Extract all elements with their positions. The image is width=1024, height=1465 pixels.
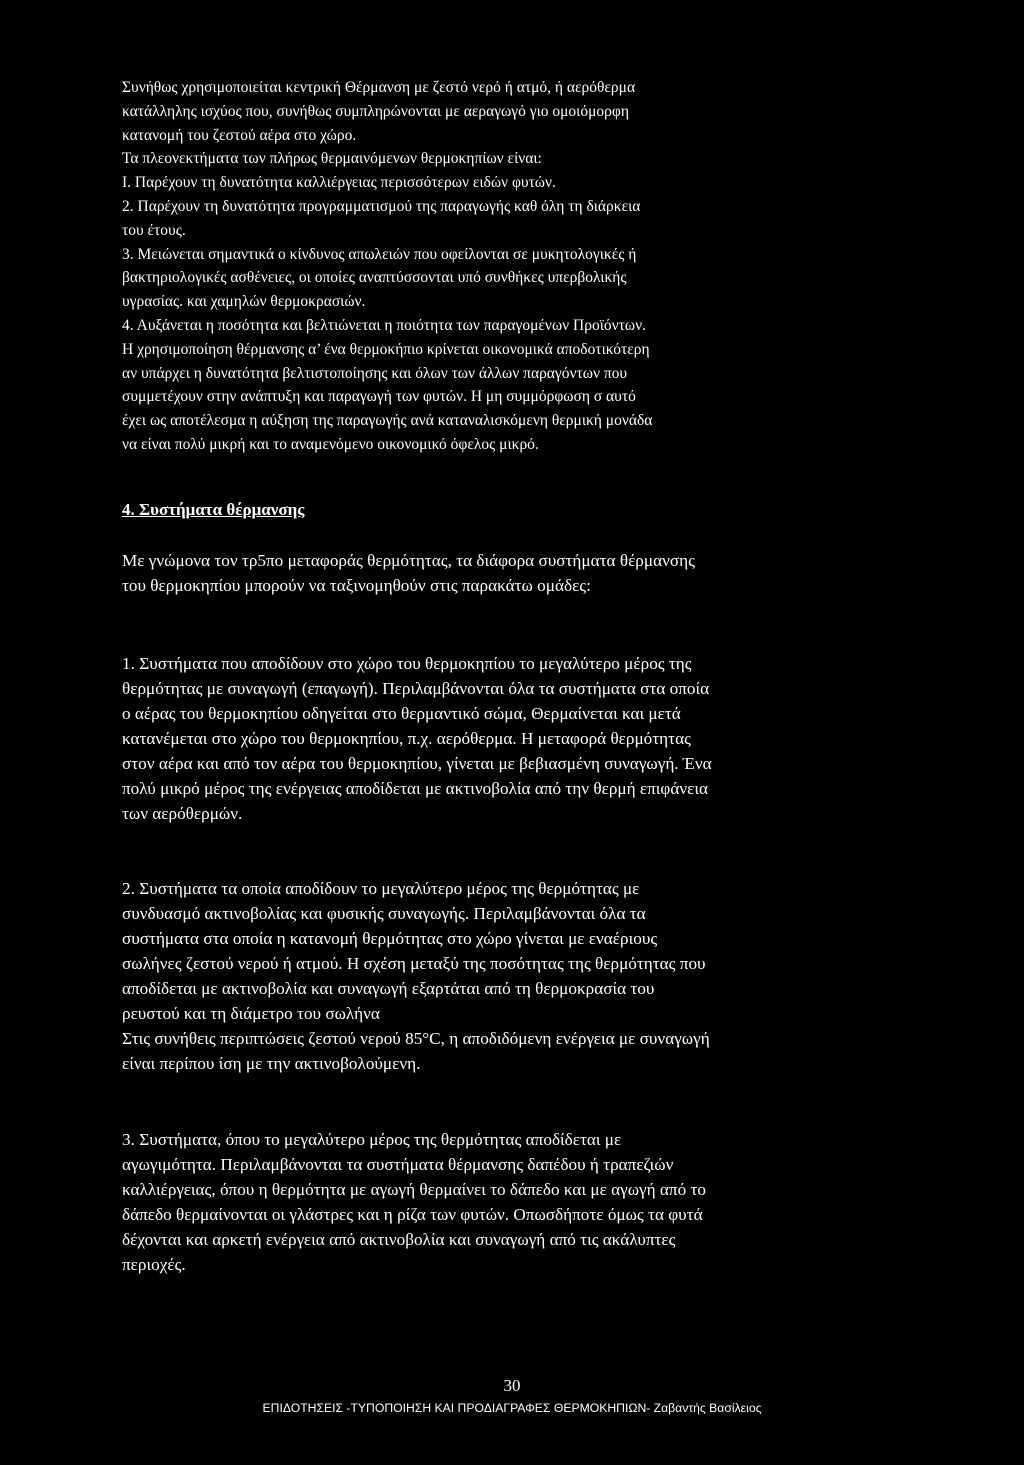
list-item: 2. Παρέχουν τη δυνατότητα προγραμματισμού της παραγωγής καθ όλη τη διάρκεια	[122, 197, 641, 215]
text-line: του έτους.	[122, 221, 186, 239]
text-line: ο αέρας του θερμοκηπίου οδηγείται στο θερμαντικό σώμα, Θερμαίνεται και μετά	[122, 704, 681, 723]
text-line: έχει ως αποτέλεσμα η αύξηση της παραγωγής ανά καταναλισκόμενη θερμική μονάδα	[122, 412, 653, 430]
text-line: Στις συνήθεις περιπτώσεις ζεστού νερού 85°C, η αποδιδόμενη ενέργεια με συναγωγή	[122, 1029, 710, 1048]
text-line: είναι περίπου ίση με την ακτινοβολούμενη.	[122, 1054, 421, 1073]
text-line: Με γνώμονα τον τρ5πο μεταφοράς θερμότητας, τα διάφορα συστήματα θέρμανσης	[122, 551, 695, 570]
list-item: 4. Αυξάνεται η ποσότητα και βελτιώνεται η ποιότητα των παραγομένων Προϊόντων.	[122, 316, 646, 334]
text-line: Συνήθως χρησιμοποιείται κεντρική Θέρμανση με ζεστό νερό ή ατμό, ή αερόθερμα	[122, 79, 636, 96]
text-line: πολύ μικρό μέρος της ενέργειας αποδίδεται με ακτινοβολία από την θερμή επιφάνεια	[122, 779, 708, 798]
text-line: βακτηριολογικές ασθένειες, οι οποίες αναπτύσσονται υπό συνθήκες υπερβολικής	[122, 269, 627, 287]
text-line: αγωγιμότητα. Περιλαμβάνονται τα συστήματα θέρμανσης δαπέδου ή τραπεζιών	[122, 1155, 674, 1174]
text-line: θερμότητας με συναγωγή (επαγωγή). Περιλαμβάνονται όλα τα συστήματα στα οποία	[122, 679, 710, 698]
section-heading: 4. Συστήματα θέρμανσης	[122, 500, 305, 519]
text-line: των αερόθερμών.	[122, 804, 243, 823]
text-line: ρευστού και τη διάμετρο του σωλήνα	[122, 1004, 380, 1023]
text-line: 3. Συστήματα, όπου το μεγαλύτερο μέρος της θερμότητας αποδίδεται με	[122, 1130, 622, 1149]
text-line: συστήματα στα οποία η κατανομή θερμότητας στο χώρο γίνεται με εναέριους	[122, 929, 658, 948]
text-line: 2. Συστήματα τα οποία αποδίδουν το μεγαλύτερο μέρος της θερμότητας με	[122, 879, 640, 898]
text-line: αποδίδεται με ακτινοβολία και συναγωγή εξαρτάται από τη θερμοκρασία του	[122, 979, 655, 998]
text-line: καλλιέργειας, όπου η θερμότητα με αγωγή θερμαίνει το δάπεδο και με αγωγή από το	[122, 1180, 706, 1199]
text-line: Τα πλεονεκτήματα των πλήρως θερμαινόμενων θερμοκηπίων είναι:	[122, 150, 542, 168]
text-line: Η χρησιμοποίηση θέρμανσης α’ ένα θερμοκήπιο κρίνεται οικονομικά αποδοτικότερη	[122, 340, 650, 358]
intro-paragraphs	[122, 76, 882, 457]
heating-group-1	[122, 651, 892, 826]
text-line: κατανέμεται στο χώρο του θερμοκηπίου, π.χ. αερόθερμα. Η μεταφορά θερμότητας	[122, 729, 691, 748]
section-intro	[122, 548, 892, 598]
list-item: I. Παρέχουν τη δυνατότητα καλλιέργειας περισσότερων ειδών φυτών.	[122, 174, 556, 192]
heating-group-2	[122, 876, 892, 1076]
text-line: του θερμοκηπίου μπορούν να ταξινομηθούν στις παρακάτω ομάδες:	[122, 576, 591, 595]
text-line: κατάλληλης ισχύος που, συνήθως συμπληρώνονται με αεραγωγό γιο ομοιόμορφη	[122, 102, 629, 120]
text-line: δάπεδο θερμαίνονται οι γλάστρες και η ρίζα των φυτών. Οπωσδήποτε όμως τα φυτά	[122, 1205, 703, 1224]
text-line: υγρασίας. και χαμηλών θερμοκρασιών.	[122, 293, 366, 311]
heating-group-3	[122, 1127, 892, 1277]
text-line: στον αέρα και από τον αέρα του θερμοκηπίου, γίνεται με βεβιασμένη συναγωγή. Ένα	[122, 754, 712, 773]
text-line: σωλήνες ζεστού νερού ή ατμού. Η σχέση μεταξύ της ποσότητας της θερμότητας που	[122, 954, 706, 973]
page-number: 30	[503, 1376, 521, 1395]
text-line: 1. Συστήματα που αποδίδουν στο χώρο του θερμοκηπίου το μεγαλύτερο μέρος της	[122, 654, 692, 673]
text-line: συμμετέχουν στην ανάπτυξη και παραγωγή των φυτών. Η μη συμμόρφωση σ αυτό	[122, 388, 636, 406]
text-line: δέχονται και αρκετή ενέργεια από ακτινοβολία και συναγωγή από τις ακάλυπτες	[122, 1230, 676, 1249]
text-line: συνδυασμό ακτινοβολίας και φυσικής συναγωγής. Περιλαμβάνονται όλα τα	[122, 904, 646, 923]
page-footer: ΕΠΙΔΟΤΗΣΕΙΣ -ΤΥΠΟΠΟΙΗΣΗ ΚΑΙ ΠΡΟΔΙΑΓΡΑΦΕΣ ΘΕΡΜΟΚΗΠΙΩΝ- Ζαβαντής Βασίλειος	[262, 1401, 762, 1415]
text-line: να είναι πολύ μικρή και το αναμενόμενο οικονομικό όφελος μικρό.	[122, 435, 539, 453]
text-line: αν υπάρχει η δυνατότητα βελτιστοποίησης και όλων των άλλων παραγόντων που	[122, 364, 628, 382]
text-line: περιοχές.	[122, 1255, 186, 1274]
list-item: 3. Μειώνεται σημαντικά ο κίνδυνος απωλειών που οφείλονται σε μυκητολογικές ή	[122, 245, 637, 263]
text-line: κατανομή του ζεστού αέρα στο χώρο.	[122, 126, 357, 144]
